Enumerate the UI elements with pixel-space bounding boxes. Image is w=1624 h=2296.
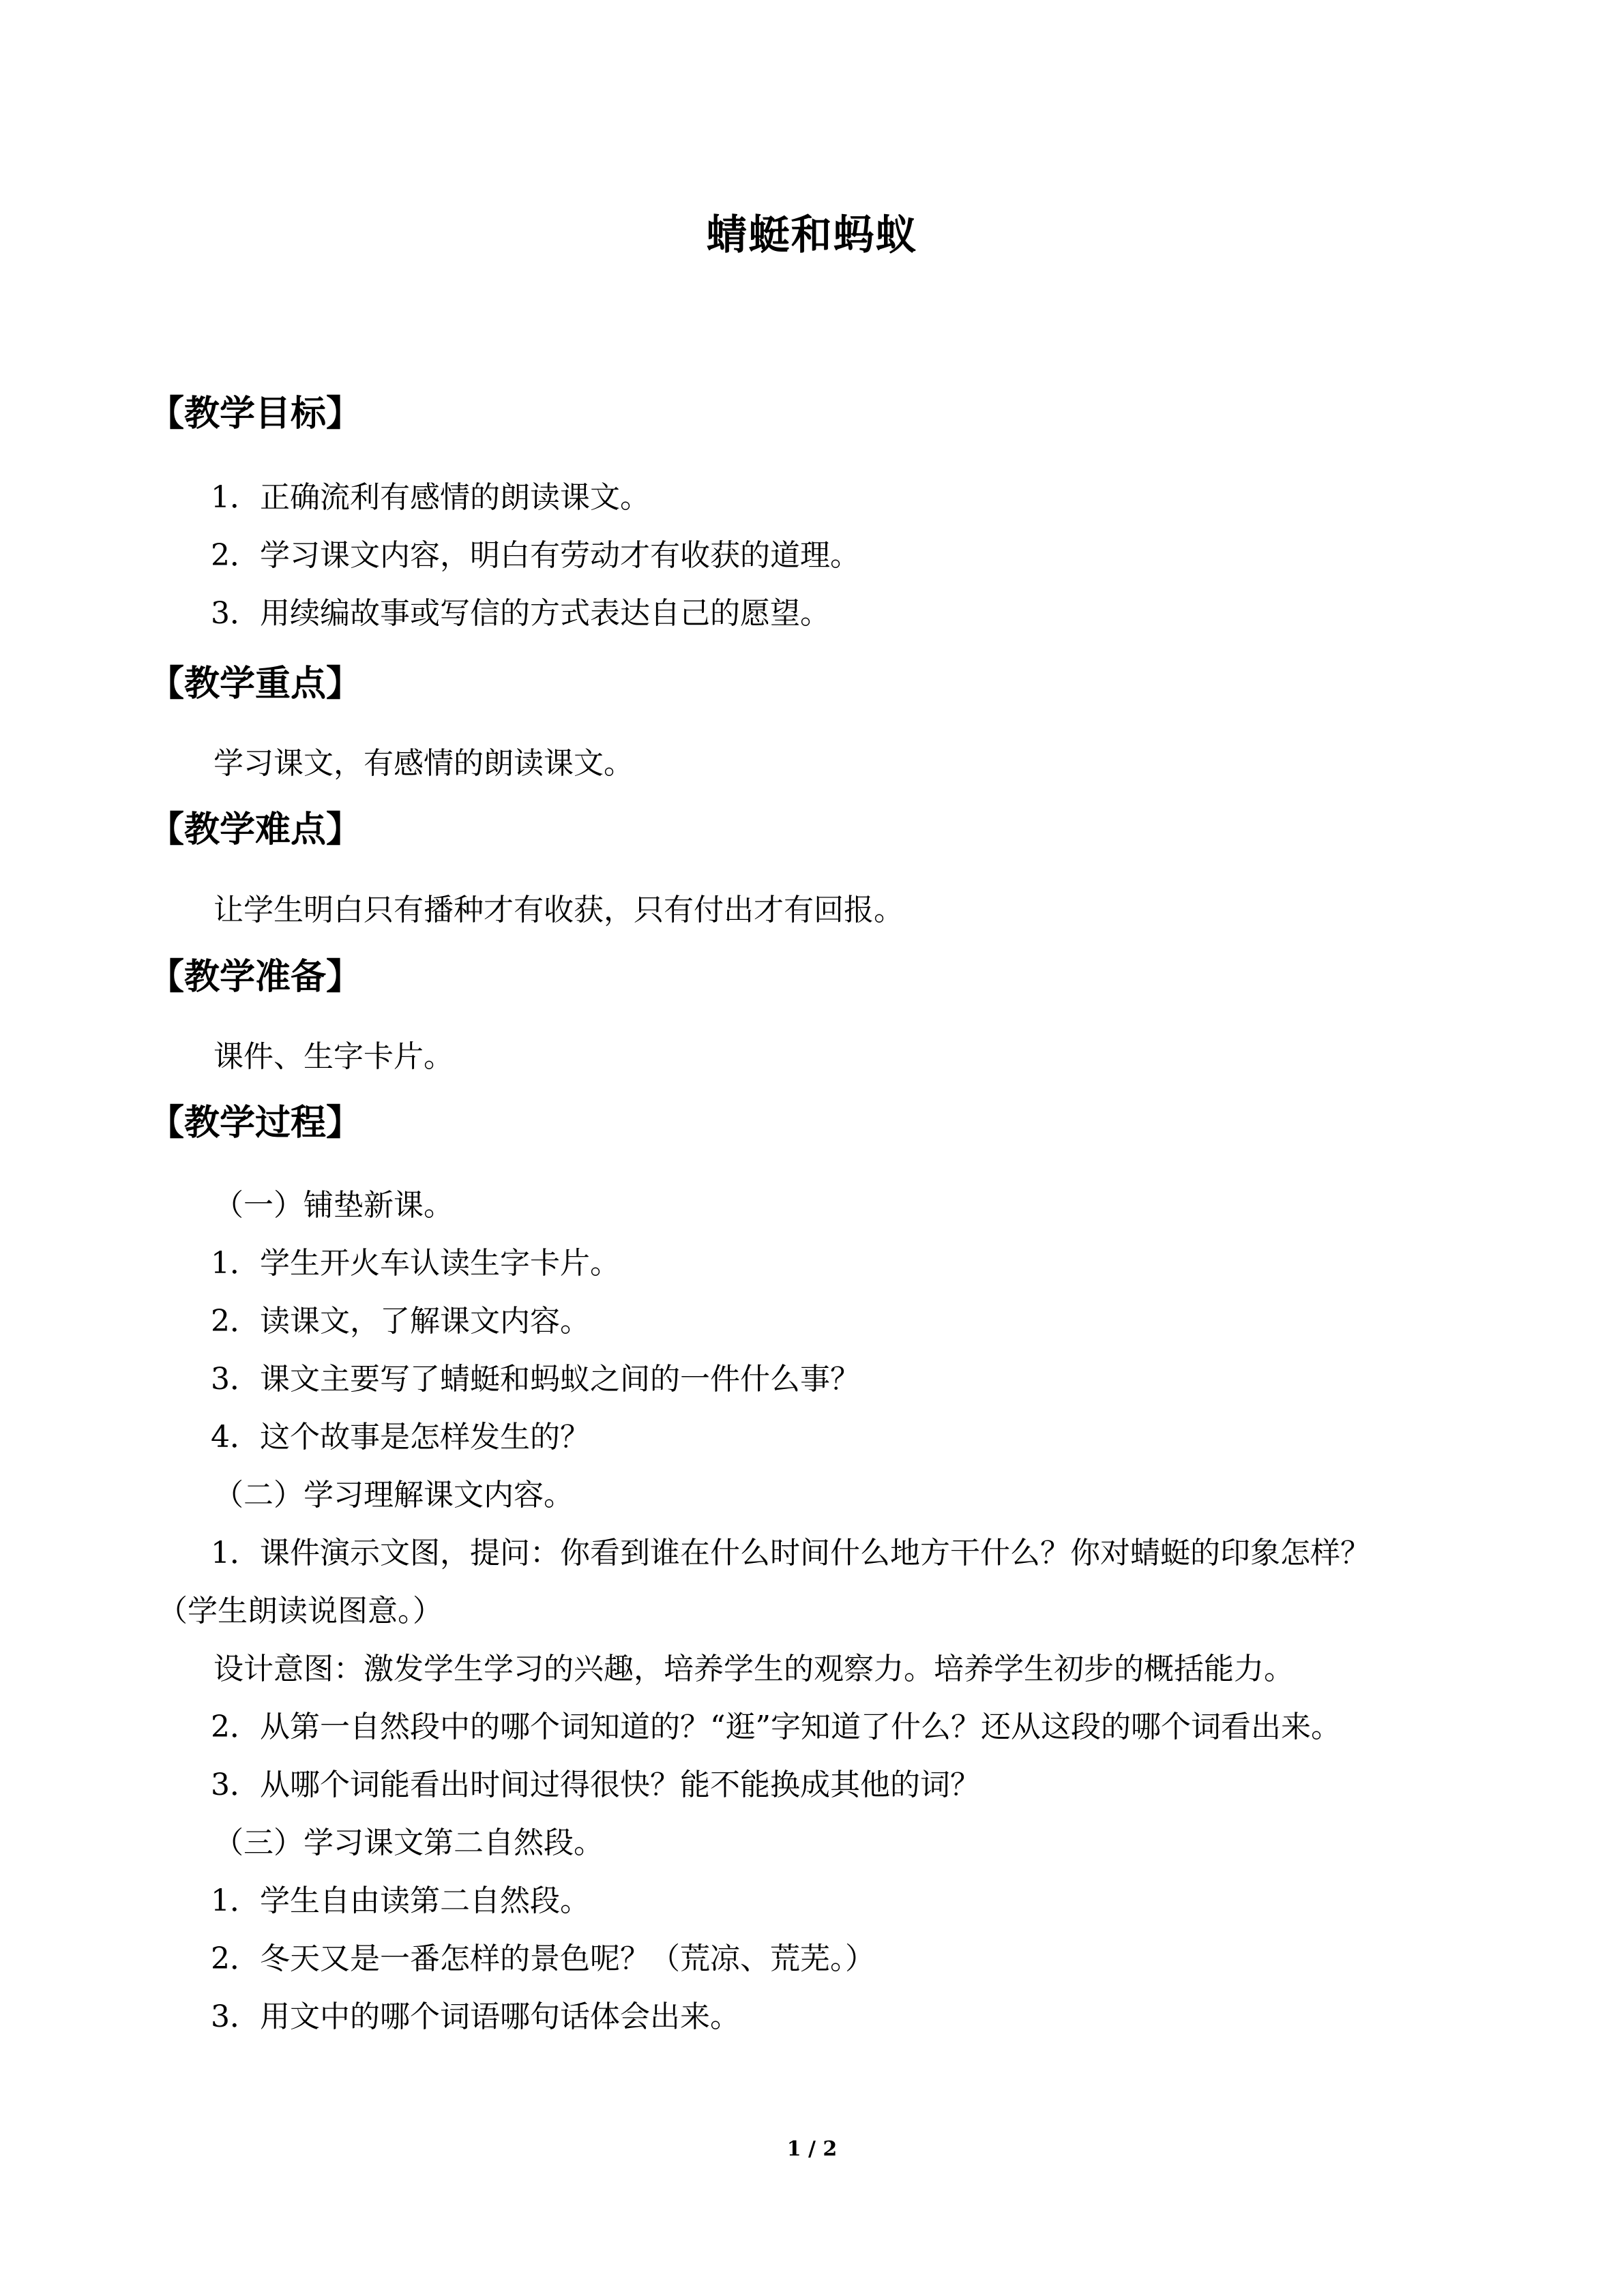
document-title: 蜻蜓和蚂蚁 <box>706 211 918 259</box>
objective-item-3: 3．用续编故事或写信的方式表达自己的愿望。 <box>211 596 830 631</box>
section-heading-objectives: 【教学目标】 <box>149 393 362 434</box>
process-line: 1．学生自由读第二自然段。 <box>211 1883 590 1918</box>
process-line: （一）铺垫新课。 <box>213 1188 454 1223</box>
preparation-text: 课件、生字卡片。 <box>213 1039 454 1074</box>
process-line: 2．从第一自然段中的哪个词知道的？“逛”字知道了什么？还从这段的哪个词看出来。 <box>211 1710 1341 1744</box>
page-number: 1 / 2 <box>786 2137 838 2161</box>
process-line: 3．用文中的哪个词语哪句话体会出来。 <box>211 1999 740 2034</box>
process-line: 4．这个故事是怎样发生的？ <box>211 1420 590 1455</box>
objective-item-1: 1．正确流利有感情的朗读课文。 <box>211 480 650 515</box>
objective-item-2: 2．学习课文内容，明白有劳动才有收获的道理。 <box>211 538 860 573</box>
process-line: 1．学生开火车认读生字卡片。 <box>211 1246 620 1281</box>
difficulties-text: 让学生明白只有播种才有收获，只有付出才有回报。 <box>213 893 904 927</box>
process-line: 3．课文主要写了蜻蜓和蚂蚁之间的一件什么事？ <box>211 1362 860 1397</box>
process-line: 设计意图：激发学生学习的兴趣，培养学生的观察力。培养学生初步的概括能力。 <box>213 1652 1294 1686</box>
process-line: 3．从哪个词能看出时间过得很快？能不能换成其他的词？ <box>211 1768 980 1802</box>
key-points-text: 学习课文，有感情的朗读课文。 <box>213 746 634 781</box>
process-line: 2．读课文，了解课文内容。 <box>211 1304 590 1339</box>
process-line: 2．冬天又是一番怎样的景色呢？（荒凉、荒芜。） <box>211 1941 875 1976</box>
process-line: （二）学习理解课文内容。 <box>213 1478 574 1512</box>
section-heading-key-points: 【教学重点】 <box>149 664 362 704</box>
process-line: （学生朗读说图意。） <box>158 1594 443 1628</box>
section-heading-difficulties: 【教学难点】 <box>149 809 362 850</box>
section-heading-process: 【教学过程】 <box>149 1103 362 1144</box>
process-line: 1．课件演示文图，提问：你看到谁在什么时间什么地方干什么？你对蜻蜓的印象怎样？ <box>211 1536 1370 1570</box>
section-heading-preparation: 【教学准备】 <box>149 957 362 998</box>
process-line: （三）学习课文第二自然段。 <box>213 1825 604 1860</box>
